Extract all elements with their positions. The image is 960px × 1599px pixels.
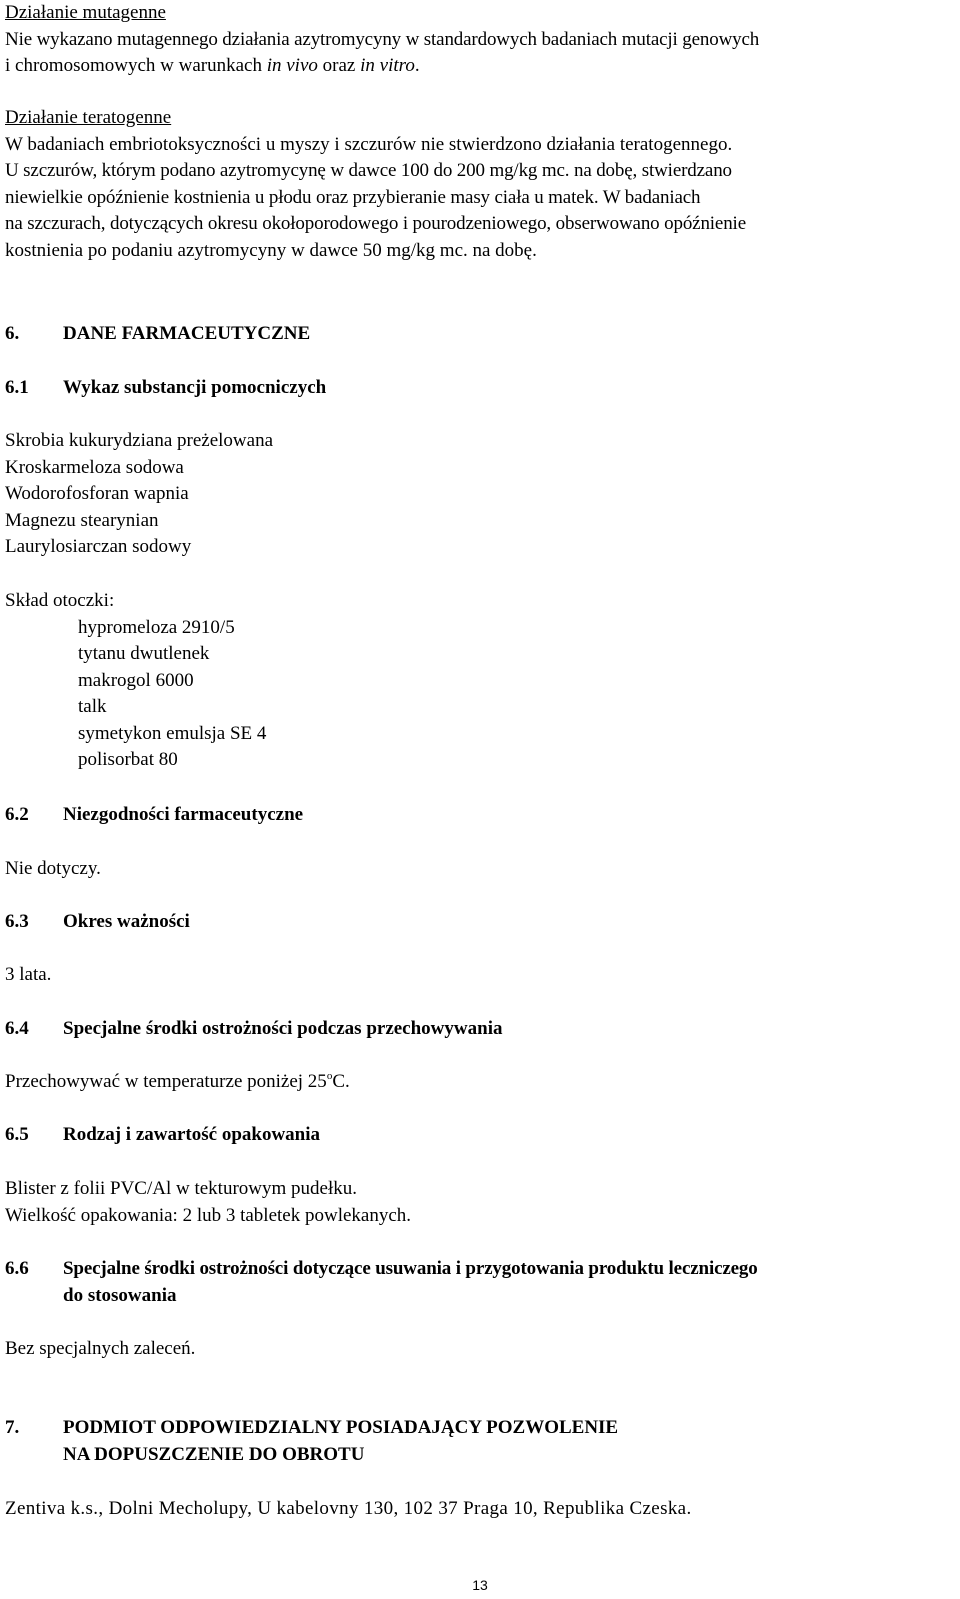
section-number: 6.6	[5, 1258, 29, 1279]
degree-superscript: o	[326, 1069, 333, 1082]
section-7-text: Zentiva k.s., Dolni Mecholupy, U kabelovny 130, 102 37 Praga 10, Republika Czeska.	[5, 1498, 692, 1519]
teratogenic-text-line: W badaniach embriotoksyczności u myszy i szczurów nie stwierdzono działania teratogennego.	[5, 133, 733, 155]
section-title: Niezgodności farmaceutyczne	[63, 804, 304, 825]
section-number: 7.	[5, 1417, 20, 1438]
text-run: C.	[332, 1071, 350, 1092]
list-item: Laurylosiarczan sodowy	[5, 536, 192, 557]
section-number: 6.	[5, 323, 20, 344]
excipients-list	[5, 428, 273, 561]
teratogenic-section	[5, 105, 746, 264]
italic-term: in vivo	[266, 55, 318, 76]
mutagenic-text-line: Nie wykazano mutagennego działania azytromycyny w standardowych badaniach mutacji genowych	[5, 28, 760, 50]
italic-term: in vitro	[360, 55, 415, 76]
teratogenic-heading: Działanie teratogenne	[5, 107, 172, 128]
section-6-4-heading	[5, 1016, 502, 1043]
list-item: Magnezu stearynian	[5, 509, 159, 531]
section-number: 6.3	[5, 911, 29, 932]
list-item: Wodorofosforan wapnia	[5, 483, 189, 504]
section-title-line: do stosowania	[63, 1284, 177, 1306]
section-title: Rodzaj i zawartość opakowania	[63, 1124, 321, 1145]
teratogenic-text-line: na szczurach, dotyczących okresu okołoporodowego i pourodzeniowego, obserwowano opóźnienie	[5, 213, 746, 234]
section-6-3-text: 3 lata.	[5, 964, 52, 985]
text-run: .	[414, 55, 420, 76]
section-6-4-text	[5, 1069, 350, 1096]
list-item: polisorbat 80	[78, 749, 178, 770]
section-6-2-text: Nie dotyczy.	[5, 858, 101, 879]
teratogenic-text-line: niewielkie opóźnienie kostnienia u płodu oraz przybieranie masy ciała u matek. W badaniach	[5, 186, 701, 208]
section-number: 6.5	[5, 1124, 29, 1145]
list-item: hypromeloza 2910/5	[78, 616, 235, 638]
section-number: 6.2	[5, 804, 29, 825]
section-6-2-heading	[5, 802, 303, 829]
list-item: talk	[78, 696, 107, 717]
section-6-5-heading	[5, 1122, 320, 1149]
section-7-heading	[5, 1415, 618, 1468]
text-run: i chromosomowych w warunkach	[5, 55, 267, 76]
teratogenic-text-line: U szczurów, którym podano azytromycynę w dawce 100 do 200 mg/kg mc. na dobę, stwierdzano	[5, 160, 732, 181]
section-number: 6.1	[5, 377, 29, 398]
section-6-1-heading	[5, 375, 326, 402]
section-6-5-text	[5, 1176, 411, 1229]
list-item: tytanu dwutlenek	[78, 643, 210, 664]
section-title: DANE FARMACEUTYCZNE	[63, 323, 311, 344]
section-title: Okres ważności	[63, 911, 190, 932]
list-item: Kroskarmeloza sodowa	[5, 456, 184, 478]
page-number: 13	[472, 1577, 488, 1593]
text-line: Blister z folii PVC/Al w tekturowym pudełku.	[5, 1178, 358, 1199]
mutagenic-section	[5, 0, 759, 80]
section-6-6-heading	[5, 1256, 758, 1309]
section-6-6-text: Bez specjalnych zaleceń.	[5, 1338, 196, 1359]
section-number: 6.4	[5, 1018, 29, 1039]
section-6-3-heading	[5, 909, 190, 936]
mutagenic-heading: Działanie mutagenne	[5, 2, 166, 23]
coating-label: Skład otoczki:	[5, 590, 115, 611]
list-item: Skrobia kukurydziana preżelowana	[5, 430, 274, 451]
text-run: oraz	[317, 55, 361, 76]
teratogenic-text-line: kostnienia po podaniu azytromycyny w dawce 50 mg/kg mc. na dobę.	[5, 239, 537, 261]
section-title-line: Specjalne środki ostrożności dotyczące usuwania i przygotowania produktu leczniczego	[63, 1258, 758, 1279]
mutagenic-text-line	[5, 53, 759, 80]
section-title: Specjalne środki ostrożności podczas przechowywania	[63, 1018, 503, 1039]
text-line: Wielkość opakowania: 2 lub 3 tabletek powlekanych.	[5, 1204, 412, 1226]
coating-list	[5, 588, 266, 774]
list-item: makrogol 6000	[78, 669, 194, 691]
list-item: symetykon emulsja SE 4	[78, 722, 267, 744]
section-title: Wykaz substancji pomocniczych	[63, 377, 327, 398]
section-6-heading	[5, 321, 310, 348]
text-run: Przechowywać w temperaturze poniżej 25	[5, 1071, 327, 1092]
section-title-line: PODMIOT ODPOWIEDZIALNY POSIADAJĄCY POZWOLENIE	[63, 1417, 619, 1438]
section-title-line: NA DOPUSZCZENIE DO OBROTU	[63, 1443, 365, 1465]
